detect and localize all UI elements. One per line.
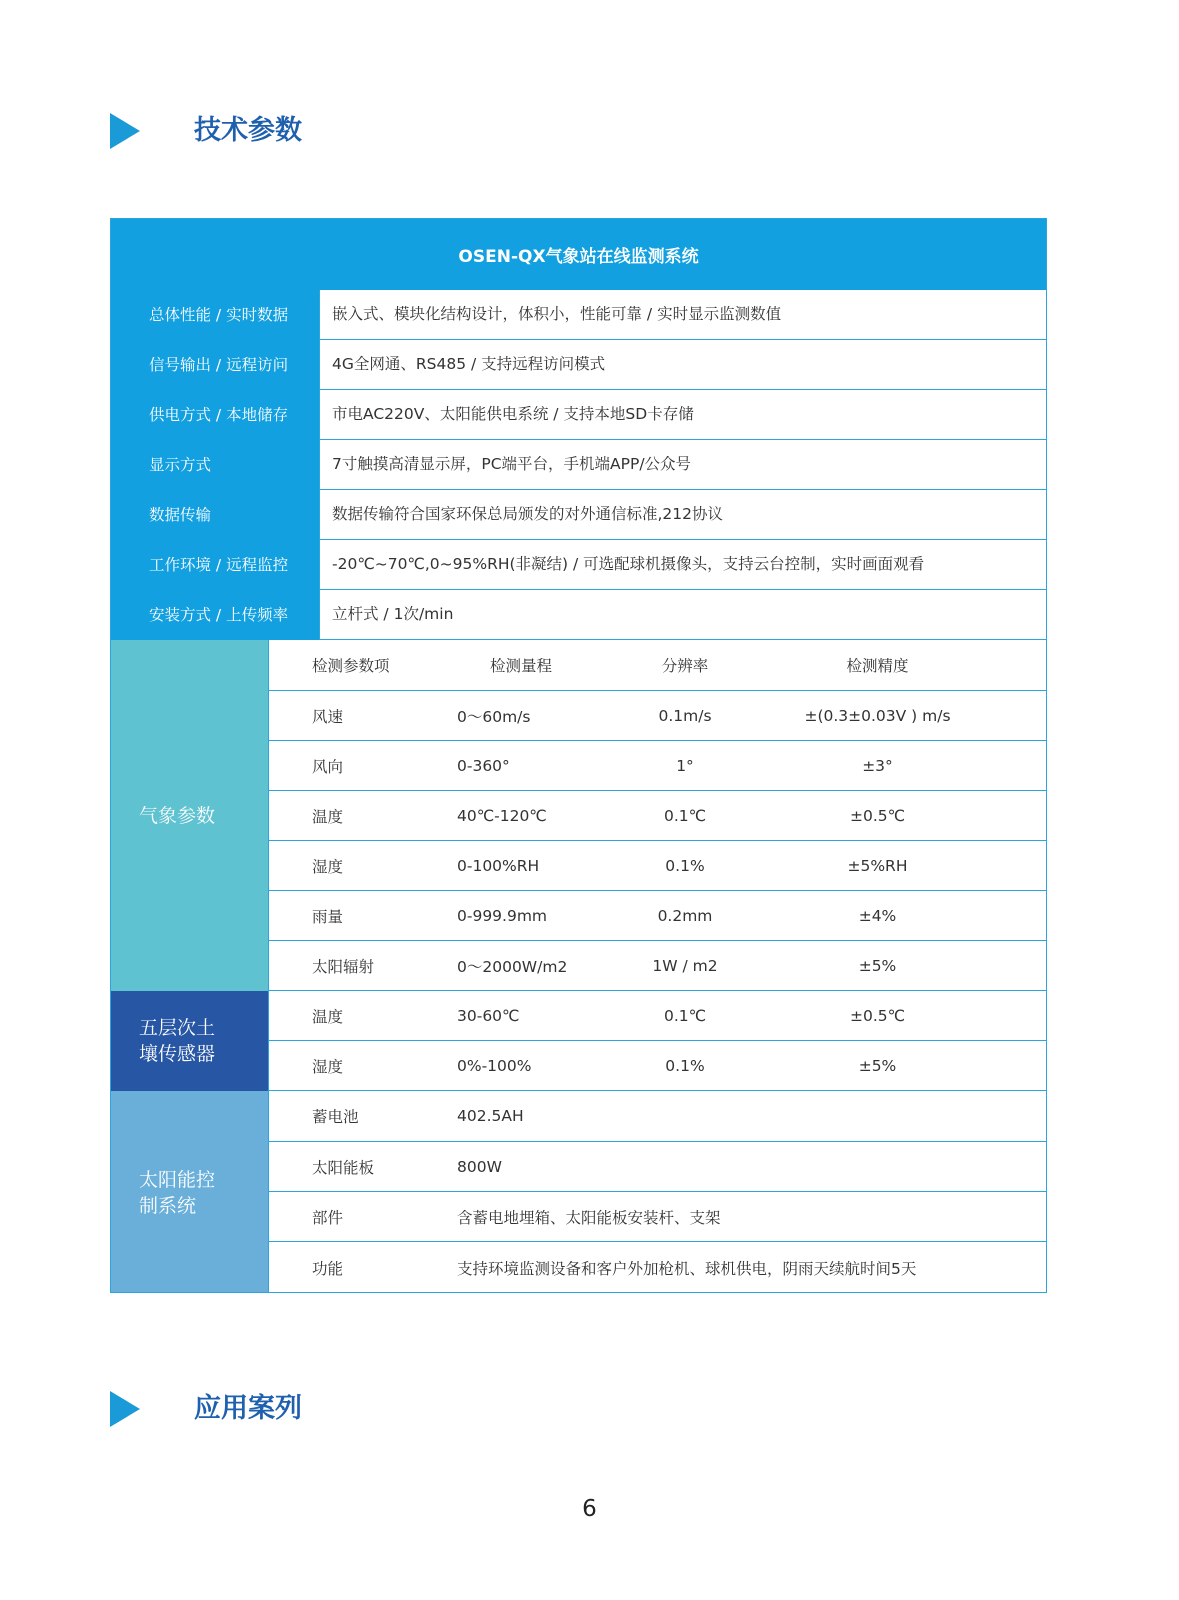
param-range: 0-360° <box>457 756 510 775</box>
feature-value: 7寸触摸高清显示屏，PC端平台，手机端APP/公众号 <box>319 440 1046 490</box>
param-accuracy: ±4% <box>858 906 897 925</box>
section-title: 应用案列 <box>194 1393 302 1424</box>
param-name: 雨量 <box>312 907 344 926</box>
param-name: 功能 <box>312 1260 344 1278</box>
param-accuracy: ±3° <box>862 756 893 775</box>
feature-row <box>111 440 1046 490</box>
feature-value: 数据传输符合国家环保总局颁发的对外通信标准,212协议 <box>319 490 1046 540</box>
feature-label: 供电方式 / 本地储存 <box>111 390 319 440</box>
table-row <box>268 1192 1046 1242</box>
table-row <box>268 941 1046 991</box>
param-accuracy: ±0.5℃ <box>849 806 906 825</box>
column-header: 检测量程 <box>489 657 552 675</box>
param-accuracy: ±5% <box>858 1056 897 1075</box>
spec-table <box>110 218 1047 1293</box>
param-resolution: 0.1℃ <box>663 1006 707 1025</box>
param-range: 0～2000W/m2 <box>457 957 568 976</box>
table-title: OSEN-QX气象站在线监测系统 <box>111 219 1046 290</box>
param-value: 402.5AH <box>457 1107 524 1125</box>
param-value: 支持环境监测设备和客户外加枪机、球机供电，阴雨天续航时间5天 <box>457 1260 917 1278</box>
param-resolution: 0.1m/s <box>658 706 712 725</box>
feature-row <box>111 490 1046 540</box>
group-label-soil <box>111 991 268 1091</box>
feature-row <box>111 540 1046 590</box>
feature-value: 市电AC220V、太阳能供电系统 / 支持本地SD卡存储 <box>319 390 1046 440</box>
param-name: 风速 <box>312 707 344 726</box>
section-heading-application-cases <box>110 1389 302 1429</box>
feature-label: 信号输出 / 远程访问 <box>111 340 319 390</box>
feature-label: 工作环境 / 远程监控 <box>111 540 319 590</box>
param-accuracy: ±5%RH <box>847 856 908 875</box>
param-value: 含蓄电地埋箱、太阳能板安装杆、支架 <box>457 1208 721 1227</box>
param-range: 0-999.9mm <box>457 906 548 925</box>
feature-label: 数据传输 <box>111 490 319 540</box>
column-header: 检测精度 <box>846 657 909 675</box>
param-resolution: 0.1% <box>665 856 705 875</box>
param-name: 部件 <box>312 1208 344 1227</box>
param-resolution: 0.1℃ <box>663 806 707 825</box>
table-row <box>268 1091 1046 1142</box>
triangle-bullet-icon <box>110 1391 140 1427</box>
section-title: 技术参数 <box>194 115 302 146</box>
param-value: 800W <box>457 1157 502 1176</box>
param-resolution: 0.1% <box>665 1056 705 1075</box>
param-range: 0%-100% <box>457 1056 532 1075</box>
param-accuracy: ±(0.3±0.03V ) m/s <box>804 706 951 725</box>
table-row <box>268 841 1046 891</box>
feature-row <box>111 590 1046 640</box>
group-label-solar <box>111 1091 268 1293</box>
param-resolution: 1W / m2 <box>652 956 718 975</box>
group-label-text: 制系统 <box>139 1194 197 1217</box>
feature-label: 显示方式 <box>111 440 319 490</box>
group-label-text: 气象参数 <box>139 804 216 827</box>
param-name: 太阳辐射 <box>312 957 375 976</box>
column-header: 分辨率 <box>661 657 709 675</box>
param-resolution: 0.2mm <box>657 906 713 925</box>
group-label-text: 五层次土 <box>139 1017 216 1039</box>
param-name: 温度 <box>312 1007 344 1026</box>
param-name: 湿度 <box>312 857 344 876</box>
column-header-row <box>268 640 1046 691</box>
group-label-weather <box>111 640 268 991</box>
param-resolution: 1° <box>676 756 694 775</box>
feature-row <box>111 290 1046 340</box>
page-number: 6 <box>582 1496 597 1522</box>
group-label-text: 太阳能控 <box>139 1168 216 1191</box>
param-range: 40℃-120℃ <box>457 806 547 825</box>
group-label-text: 壤传感器 <box>139 1043 216 1065</box>
feature-value: 嵌入式、模块化结构设计，体积小，性能可靠 / 实时显示监测数值 <box>319 290 1046 340</box>
table-row <box>268 1142 1046 1192</box>
feature-row <box>111 390 1046 440</box>
triangle-bullet-icon <box>110 113 140 149</box>
param-name: 风向 <box>312 757 344 776</box>
param-name: 湿度 <box>312 1057 344 1076</box>
param-name: 蓄电池 <box>312 1108 359 1126</box>
table-row <box>268 891 1046 941</box>
param-range: 30-60℃ <box>457 1006 520 1025</box>
table-row <box>268 1041 1046 1091</box>
feature-label: 总体性能 / 实时数据 <box>111 290 319 340</box>
feature-value: -20℃~70℃,0~95%RH(非凝结) / 可选配球机摄像头，支持云台控制，实时画面观看 <box>319 540 1046 590</box>
feature-value: 4G全网通、RS485 / 支持远程访问模式 <box>319 340 1046 390</box>
table-row <box>268 741 1046 791</box>
param-range: 0～60m/s <box>457 707 531 726</box>
table-row <box>268 1242 1046 1293</box>
section-heading-tech-params <box>110 111 302 151</box>
feature-value: 立杆式 / 1次/min <box>319 590 1046 640</box>
param-range: 0-100%RH <box>457 856 540 875</box>
param-name: 太阳能板 <box>312 1158 375 1177</box>
table-row <box>268 691 1046 741</box>
param-accuracy: ±0.5℃ <box>849 1006 906 1025</box>
feature-label: 安装方式 / 上传频率 <box>111 590 319 640</box>
feature-row <box>111 340 1046 390</box>
table-row <box>268 791 1046 841</box>
column-header: 检测参数项 <box>312 657 390 675</box>
table-row <box>268 991 1046 1041</box>
param-accuracy: ±5% <box>858 956 897 975</box>
param-name: 温度 <box>312 807 344 826</box>
